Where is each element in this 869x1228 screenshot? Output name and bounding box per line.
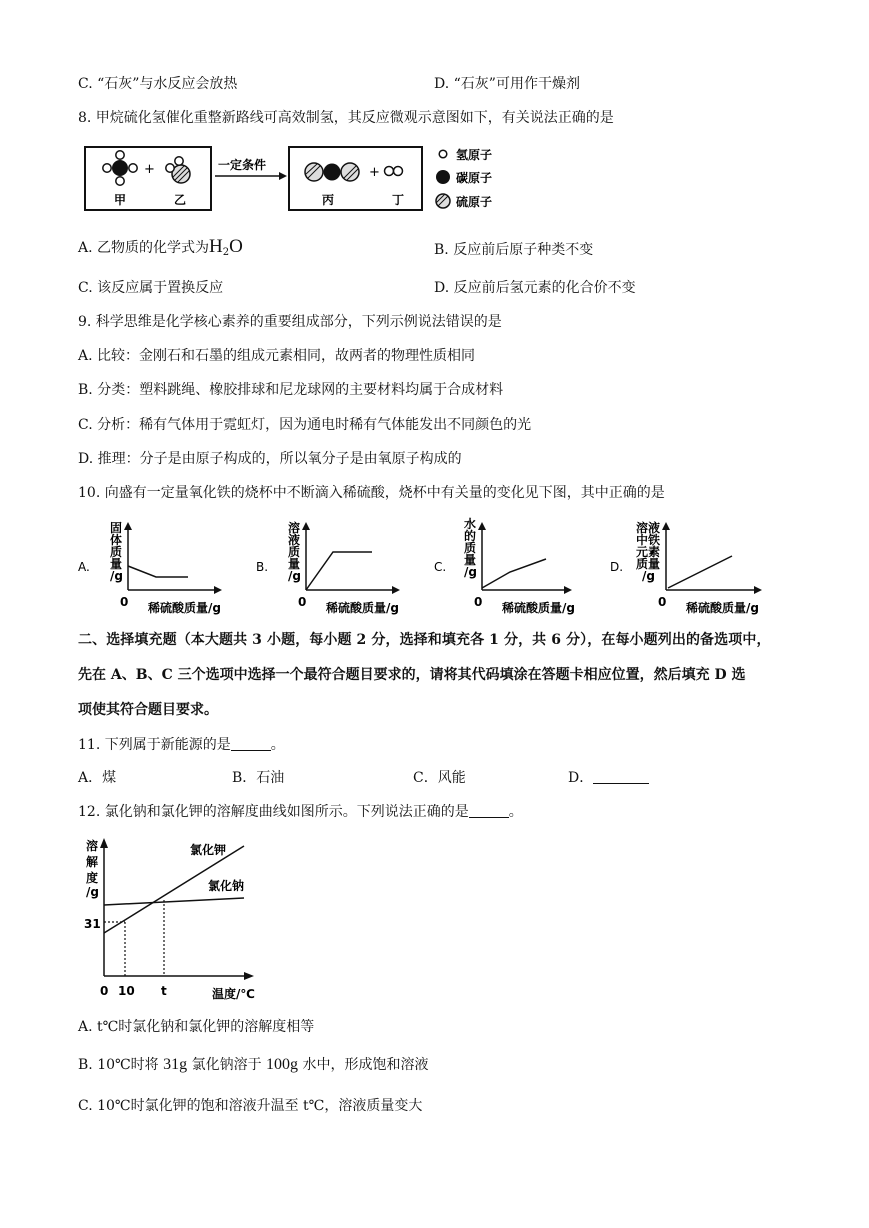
svg-text:0: 0 xyxy=(120,595,129,609)
svg-text:量: 量 xyxy=(464,553,477,567)
svg-text:/g: /g xyxy=(642,569,655,583)
svg-text:溶: 溶 xyxy=(86,839,99,853)
section2-line1: 二、选择填充题（本大题共 3 小题，每小题 2 分，选择和填充各 1 分，共 6 分），在每小题列出的备选项中， xyxy=(78,632,771,648)
q10-graph-c-letter: C. xyxy=(434,560,447,574)
q12-solubility-chart xyxy=(84,832,264,1004)
svg-text:稀硫酸质量/g: 稀硫酸质量/g xyxy=(686,601,759,615)
q11-option-c: C．风能 xyxy=(413,770,466,786)
q9-stem: 9. 科学思维是化学核心素养的重要组成部分，下列示例说法错误的是 xyxy=(78,314,502,330)
legend-carbon: 碳原子 xyxy=(456,171,493,185)
section2-line2: 先在 A、B、C 三个选项中选择一个最符合题目要求的，请将其代码填涂在答题卡相应位置，然后填充 D 选 xyxy=(78,667,746,683)
svg-text:量: 量 xyxy=(288,557,301,571)
svg-text:度: 度 xyxy=(86,871,99,885)
q12-answer-blank[interactable] xyxy=(469,803,509,818)
q11-option-d: D． xyxy=(568,768,649,788)
svg-text:稀硫酸质量/g: 稀硫酸质量/g xyxy=(502,601,575,615)
svg-text:0: 0 xyxy=(474,595,483,609)
arrow-condition-label: 一定条件 xyxy=(218,158,267,172)
svg-text:/g: /g xyxy=(110,569,123,583)
svg-text:质: 质 xyxy=(110,545,123,559)
q10-graph-a xyxy=(78,518,228,618)
curve-label-kcl: 氯化钾 xyxy=(190,843,227,857)
q8-option-c: C. 该反应属于置换反应 xyxy=(78,280,224,296)
svg-text:体: 体 xyxy=(110,533,123,547)
reactant-label-yi: 乙 xyxy=(174,193,187,207)
q9-option-c: C. 分析：稀有气体用于霓虹灯，因为通电时稀有气体能发出不同颜色的光 xyxy=(78,417,532,433)
q10-graph-b xyxy=(256,518,406,618)
svg-text:+: + xyxy=(369,165,380,180)
svg-text:溶: 溶 xyxy=(288,521,301,535)
svg-text:中铁: 中铁 xyxy=(636,533,661,547)
svg-text:0: 0 xyxy=(298,595,307,609)
svg-text:质: 质 xyxy=(288,545,301,559)
q9-option-a: A. 比较：金刚石和石墨的组成元素相同，故两者的物理性质相同 xyxy=(78,348,476,364)
q8-option-a: A. 乙物质的化学式为$H_2O$ xyxy=(78,236,243,258)
legend-hydrogen: 氢原子 xyxy=(456,148,493,162)
svg-text:量: 量 xyxy=(110,557,123,571)
q10-graph-d-letter: D. xyxy=(610,560,624,574)
q9-option-b: B. 分类：塑料跳绳、橡胶排球和尼龙球网的主要材料均属于合成材料 xyxy=(78,382,504,398)
svg-text:液: 液 xyxy=(288,533,301,547)
svg-text:/g: /g xyxy=(86,885,99,899)
product-label-bing: 丙 xyxy=(322,193,335,207)
svg-text:+: + xyxy=(144,162,155,177)
q12-option-c: C. 10℃时氯化钾的饱和溶液升温至 t℃，溶液质量变大 xyxy=(78,1098,423,1114)
x-tick-10: 10 xyxy=(118,984,135,998)
x-tick-0: 0 xyxy=(100,984,109,998)
q10-graph-c xyxy=(434,518,584,618)
q8-option-d: D. 反应前后氢元素的化合价不变 xyxy=(434,280,636,296)
svg-text:稀硫酸质量/g: 稀硫酸质量/g xyxy=(326,601,399,615)
legend-sulfur: 硫原子 xyxy=(456,195,493,209)
svg-text:水: 水 xyxy=(464,517,477,531)
svg-text:/g: /g xyxy=(464,565,477,579)
y-tick-31: 31 xyxy=(84,917,101,931)
svg-text:稀硫酸质量/g: 稀硫酸质量/g xyxy=(148,601,221,615)
q12-option-a: A. t℃时氯化钠和氯化钾的溶解度相等 xyxy=(78,1019,315,1035)
q12-stem: 12. 氯化钠和氯化钾的溶解度曲线如图所示。下列说法正确的是 。 xyxy=(78,804,523,820)
q9-option-d: D. 推理：分子是由原子构成的，所以氧分子是由氧原子构成的 xyxy=(78,451,462,467)
q10-graph-a-letter: A. xyxy=(78,560,90,574)
svg-text:溶液: 溶液 xyxy=(636,521,661,535)
section2-line3: 项使其符合题目要求。 xyxy=(78,702,218,718)
x-tick-t: t xyxy=(161,984,167,998)
q11-stem: 11. 下列属于新能源的是 。 xyxy=(78,737,285,753)
svg-text:0: 0 xyxy=(658,595,667,609)
x-axis-label: 温度/℃ xyxy=(212,987,255,1001)
svg-text:质量: 质量 xyxy=(636,557,661,571)
product-label-ding: 丁 xyxy=(392,193,405,207)
q8-option-b: B. 反应前后原子种类不变 xyxy=(434,242,594,258)
q11-option-a: A．煤 xyxy=(78,770,117,786)
q11-option-b: B．石油 xyxy=(232,770,285,786)
q8-reaction-diagram xyxy=(84,142,524,214)
svg-text:的: 的 xyxy=(464,529,477,543)
q8-stem: 8. 甲烷硫化氢催化重整新路线可高效制氢，其反应微观示意图如下，有关说法正确的是 xyxy=(78,110,614,126)
q7-option-d: D. “石灰”可用作干燥剂 xyxy=(434,76,580,92)
q7-option-c: C. “石灰”与水反应会放热 xyxy=(78,76,238,92)
q10-stem: 10. 向盛有一定量氧化铁的烧杯中不断滴入稀硫酸，烧杯中有关量的变化见下图，其中正确的是 xyxy=(78,485,665,501)
svg-text:固: 固 xyxy=(110,521,123,535)
svg-text:质: 质 xyxy=(464,541,477,555)
svg-text:解: 解 xyxy=(86,855,99,869)
curve-label-nacl: 氯化钠 xyxy=(208,879,245,893)
q11-option-d-blank[interactable] xyxy=(593,769,649,784)
svg-text:元素: 元素 xyxy=(636,545,661,559)
q11-answer-blank[interactable] xyxy=(231,736,271,751)
q10-graph-d xyxy=(610,518,768,618)
reactant-label-jia: 甲 xyxy=(114,193,127,207)
svg-text:/g: /g xyxy=(288,569,301,583)
q12-option-b: B. 10℃时将 31g 氯化钠溶于 100g 水中，形成饱和溶液 xyxy=(78,1056,429,1073)
q10-graph-b-letter: B. xyxy=(256,560,269,574)
